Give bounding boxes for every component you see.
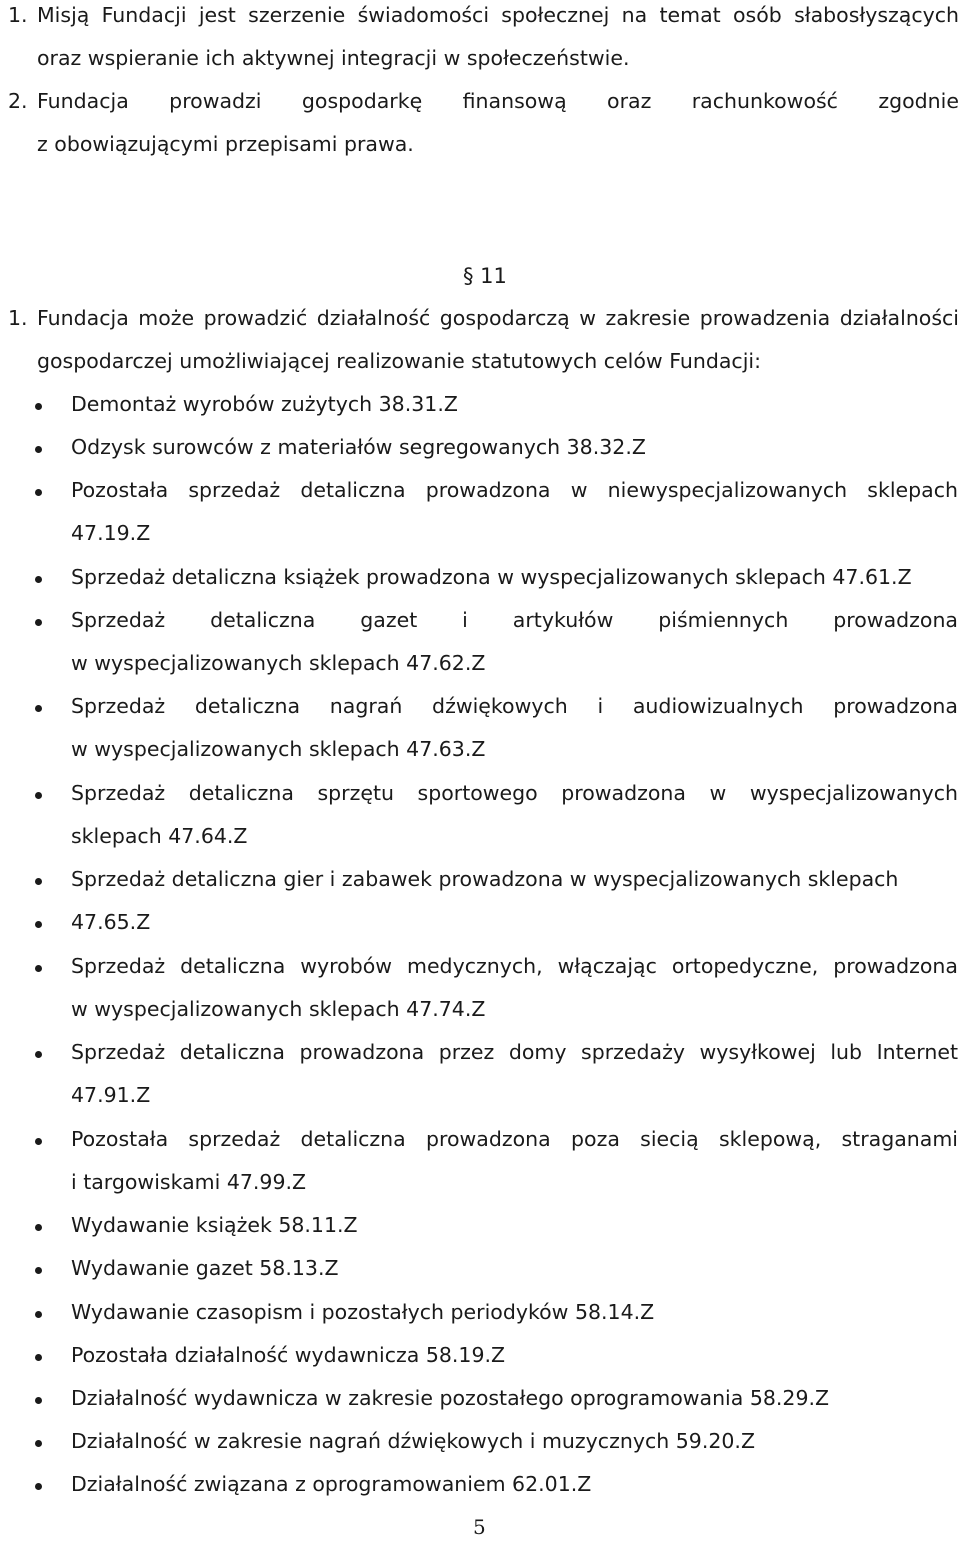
bullet-item-text: Działalność w zakresie nagrań dźwiękowych i muzycznych 59.20.Z — [71, 1429, 755, 1453]
bullet-item-text: 47.65.Z — [71, 910, 151, 934]
bullet-dot — [35, 1051, 42, 1058]
bullet-item-text: Sprzedaż detaliczna nagrań dźwiękowych i audiowizualnych prowadzona — [71, 694, 958, 718]
bullet-dot — [35, 403, 42, 410]
bullet-dot — [35, 619, 42, 626]
bullet-dot — [35, 489, 42, 496]
list-number: 1. — [8, 3, 28, 27]
bullet-item-text: Sprzedaż detaliczna gazet i artykułów piśmiennych prowadzona — [71, 608, 958, 632]
bullet-dot — [35, 1483, 42, 1490]
section-heading: § 11 — [463, 264, 507, 288]
bullet-item-text: w wyspecjalizowanych sklepach 47.62.Z — [71, 651, 486, 675]
bullet-item-text: w wyspecjalizowanych sklepach 47.63.Z — [71, 737, 486, 761]
bullet-item-text: Sprzedaż detaliczna książek prowadzona w wyspecjalizowanych sklepach 47.61.Z — [71, 565, 912, 589]
bullet-item-text: Pozostała działalność wydawnicza 58.19.Z — [71, 1343, 506, 1367]
bullet-item-text: 47.19.Z — [71, 521, 151, 545]
bullet-item-text: Pozostała sprzedaż detaliczna prowadzona w niewyspecjalizowanych sklepach — [71, 478, 958, 502]
bullet-item-text: Wydawanie książek 58.11.Z — [71, 1213, 358, 1237]
bullet-dot — [35, 1397, 42, 1404]
list-number: 2. — [8, 89, 28, 113]
bullet-item-text: Sprzedaż detaliczna prowadzona przez domy sprzedaży wysyłkowej lub Internet — [71, 1040, 958, 1064]
bullet-item-text: Działalność wydawnicza w zakresie pozostałego oprogramowania 58.29.Z — [71, 1386, 830, 1410]
bullet-dot — [35, 792, 42, 799]
bullet-dot — [35, 446, 42, 453]
paragraph-line: Fundacja prowadzi gospodarkę finansową oraz rachunkowość zgodnie — [37, 89, 959, 113]
paragraph-line: Fundacja może prowadzić działalność gospodarczą w zakresie prowadzenia działalności — [37, 306, 959, 330]
bullet-item-text: Wydawanie czasopism i pozostałych periodyków 58.14.Z — [71, 1300, 655, 1324]
bullet-item-text: Sprzedaż detaliczna wyrobów medycznych, włączając ortopedyczne, prowadzona — [71, 954, 958, 978]
bullet-item-text: Wydawanie gazet 58.13.Z — [71, 1256, 339, 1280]
bullet-item-text: 47.91.Z — [71, 1083, 151, 1107]
page-number: 5 — [473, 1515, 486, 1539]
bullet-item-text: Sprzedaż detaliczna sprzętu sportowego prowadzona w wyspecjalizowanych — [71, 781, 958, 805]
bullet-item-text: Sprzedaż detaliczna gier i zabawek prowadzona w wyspecjalizowanych sklepach — [71, 867, 899, 891]
bullet-dot — [35, 576, 42, 583]
bullet-item-text: Odzysk surowców z materiałów segregowanych 38.32.Z — [71, 435, 646, 459]
bullet-item-text: Działalność związana z oprogramowaniem 62.01.Z — [71, 1472, 592, 1496]
bullet-item-text: w wyspecjalizowanych sklepach 47.74.Z — [71, 997, 486, 1021]
bullet-dot — [35, 921, 42, 928]
bullet-item-text: sklepach 47.64.Z — [71, 824, 248, 848]
list-number: 1. — [8, 306, 28, 330]
bullet-item-text: Pozostała sprzedaż detaliczna prowadzona poza siecią sklepową, straganami — [71, 1127, 958, 1151]
bullet-dot — [35, 878, 42, 885]
bullet-dot — [35, 1224, 42, 1231]
bullet-dot — [35, 1267, 42, 1274]
bullet-dot — [35, 1311, 42, 1318]
bullet-item-text: Demontaż wyrobów zużytych 38.31.Z — [71, 392, 458, 416]
bullet-dot — [35, 1354, 42, 1361]
paragraph-line: oraz wspieranie ich aktywnej integracji w społeczeństwie. — [37, 46, 630, 70]
bullet-dot — [35, 705, 42, 712]
paragraph-line: gospodarczej umożliwiającej realizowanie statutowych celów Fundacji: — [37, 349, 761, 373]
bullet-dot — [35, 965, 42, 972]
bullet-dot — [35, 1138, 42, 1145]
paragraph-line: z obowiązującymi przepisami prawa. — [37, 132, 414, 156]
bullet-item-text: i targowiskami 47.99.Z — [71, 1170, 307, 1194]
bullet-dot — [35, 1440, 42, 1447]
paragraph-line: Misją Fundacji jest szerzenie świadomości społecznej na temat osób słabosłyszących — [37, 3, 959, 27]
